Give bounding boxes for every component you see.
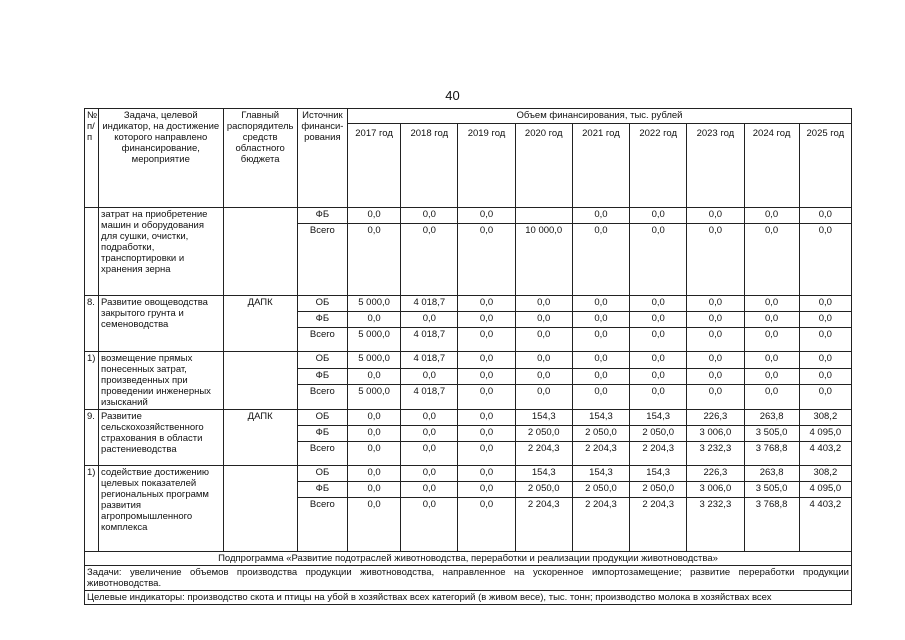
source-cell: ФБ	[297, 368, 347, 385]
value-cell: 0,0	[401, 482, 458, 498]
value-cell: 0,0	[687, 208, 744, 224]
value-cell: 0,0	[744, 352, 799, 369]
value-cell: 0,0	[630, 352, 687, 369]
value-cell: 154,3	[630, 410, 687, 426]
value-cell: 0,0	[630, 312, 687, 328]
value-cell: 0,0	[401, 312, 458, 328]
task-cell: содействие достижению целевых показателей региональных программ развития агропромышленного комплекса	[99, 466, 223, 552]
header-volume: Объем финансирования, тыс. рублей	[347, 109, 851, 124]
value-cell: 2 204,3	[572, 498, 629, 552]
value-cell: 2 050,0	[572, 482, 629, 498]
manager-cell: ДАПК	[223, 410, 297, 466]
year-header-8: 2025 год	[799, 124, 851, 208]
value-cell: 3 232,3	[687, 442, 744, 466]
value-cell: 0,0	[799, 368, 851, 385]
value-cell: 0,0	[458, 385, 515, 410]
manager-cell	[223, 466, 297, 552]
value-cell: 0,0	[572, 368, 629, 385]
year-header-3: 2020 год	[515, 124, 572, 208]
value-cell: 4 403,2	[799, 498, 851, 552]
year-header-2: 2019 год	[458, 124, 515, 208]
value-cell: 0,0	[515, 385, 572, 410]
value-cell: 0,0	[458, 208, 515, 224]
value-cell: 0,0	[458, 312, 515, 328]
value-cell: 0,0	[347, 312, 400, 328]
value-cell: 2 050,0	[515, 482, 572, 498]
value-cell: 0,0	[458, 426, 515, 442]
task-cell: Развитие овощеводства закрытого грунта и семеноводства	[99, 296, 223, 352]
value-cell: 0,0	[744, 208, 799, 224]
subprogram-title-row	[85, 552, 852, 566]
value-cell: 154,3	[515, 466, 572, 482]
source-cell: ФБ	[297, 312, 347, 328]
year-header-7: 2024 год	[744, 124, 799, 208]
row-number: 1)	[85, 352, 99, 410]
value-cell: 2 204,3	[630, 442, 687, 466]
value-cell: 263,8	[744, 466, 799, 482]
source-cell: ФБ	[297, 482, 347, 498]
value-cell: 226,3	[687, 410, 744, 426]
value-cell: 0,0	[347, 368, 400, 385]
tasks-text: Задачи: увеличение объемов производства продукции животноводства, направленное на ускоренное импортозамещение; развитие переработки продукции животноводства.	[85, 566, 852, 591]
header-manager: Главный распорядитель средств областного бюджета	[223, 109, 297, 208]
value-cell: 0,0	[458, 368, 515, 385]
value-cell: 10 000,0	[515, 224, 572, 296]
value-cell: 0,0	[458, 442, 515, 466]
value-cell: 2 204,3	[515, 442, 572, 466]
value-cell: 5 000,0	[347, 385, 400, 410]
value-cell: 0,0	[458, 498, 515, 552]
value-cell: 0,0	[799, 385, 851, 410]
value-cell: 0,0	[458, 482, 515, 498]
value-cell: 0,0	[347, 498, 400, 552]
value-cell: 0,0	[630, 368, 687, 385]
value-cell: 0,0	[744, 328, 799, 352]
year-header-4: 2021 год	[572, 124, 629, 208]
tasks-text-row	[85, 566, 852, 591]
indicators-text-row	[85, 591, 852, 605]
row-number: 9.	[85, 410, 99, 466]
value-cell: 0,0	[744, 312, 799, 328]
value-cell: 4 403,2	[799, 442, 851, 466]
value-cell: 0,0	[401, 442, 458, 466]
value-cell: 4 095,0	[799, 426, 851, 442]
table-row	[85, 208, 852, 224]
row-number	[85, 208, 99, 296]
value-cell: 0,0	[515, 328, 572, 352]
value-cell: 226,3	[687, 466, 744, 482]
subprogram-title: Подпрограмма «Развитие подотраслей животноводства, переработки и реализации продукции животноводства»	[85, 552, 852, 566]
value-cell: 0,0	[401, 224, 458, 296]
row-number: 1)	[85, 466, 99, 552]
value-cell: 0,0	[799, 328, 851, 352]
value-cell: 0,0	[515, 352, 572, 369]
financing-table	[84, 108, 852, 605]
value-cell: 0,0	[401, 208, 458, 224]
value-cell: 0,0	[799, 312, 851, 328]
value-cell: 0,0	[458, 410, 515, 426]
value-cell: 0,0	[572, 328, 629, 352]
value-cell: 0,0	[401, 368, 458, 385]
value-cell: 5 000,0	[347, 352, 400, 369]
value-cell: 3 505,0	[744, 426, 799, 442]
manager-cell	[223, 352, 297, 410]
value-cell: 0,0	[572, 385, 629, 410]
value-cell: 0,0	[687, 328, 744, 352]
value-cell: 3 505,0	[744, 482, 799, 498]
year-header-5: 2022 год	[630, 124, 687, 208]
year-header-1: 2018 год	[401, 124, 458, 208]
value-cell: 0,0	[401, 498, 458, 552]
value-cell: 0,0	[347, 208, 400, 224]
value-cell: 0,0	[744, 224, 799, 296]
source-cell: ОБ	[297, 410, 347, 426]
value-cell: 0,0	[458, 224, 515, 296]
source-cell: ОБ	[297, 296, 347, 312]
value-cell: 154,3	[572, 410, 629, 426]
table-row	[85, 296, 852, 312]
value-cell: 4 018,7	[401, 296, 458, 312]
value-cell: 154,3	[515, 410, 572, 426]
header-no: № п/п	[85, 109, 99, 208]
value-cell: 2 050,0	[630, 426, 687, 442]
value-cell: 154,3	[630, 466, 687, 482]
value-cell: 3 232,3	[687, 498, 744, 552]
value-cell: 263,8	[744, 410, 799, 426]
value-cell: 0,0	[630, 224, 687, 296]
value-cell: 0,0	[572, 296, 629, 312]
value-cell: 0,0	[687, 224, 744, 296]
manager-cell	[223, 208, 297, 296]
value-cell: 0,0	[687, 296, 744, 312]
header-source: Источник финанси-рования	[297, 109, 347, 208]
value-cell: 0,0	[347, 224, 400, 296]
value-cell: 0,0	[347, 442, 400, 466]
indicators-text: Целевые индикаторы: производство скота и птицы на убой в хозяйствах всех категорий (в живом весе), тыс. тонн; производство молока в хозяйствах всех	[85, 591, 852, 605]
value-cell: 0,0	[401, 466, 458, 482]
value-cell: 2 204,3	[572, 442, 629, 466]
value-cell: 0,0	[799, 352, 851, 369]
value-cell: 5 000,0	[347, 328, 400, 352]
source-cell: Всего	[297, 385, 347, 410]
value-cell: 0,0	[630, 385, 687, 410]
source-cell: ФБ	[297, 208, 347, 224]
value-cell: 0,0	[630, 208, 687, 224]
year-header-0: 2017 год	[347, 124, 400, 208]
value-cell: 2 204,3	[515, 498, 572, 552]
value-cell: 308,2	[799, 410, 851, 426]
value-cell: 0,0	[572, 312, 629, 328]
table-row	[85, 410, 852, 426]
value-cell: 3 768,8	[744, 498, 799, 552]
value-cell: 0,0	[572, 224, 629, 296]
source-cell: Всего	[297, 224, 347, 296]
source-cell: Всего	[297, 328, 347, 352]
value-cell: 0,0	[687, 385, 744, 410]
value-cell: 0,0	[401, 410, 458, 426]
row-number: 8.	[85, 296, 99, 352]
value-cell: 0,0	[744, 368, 799, 385]
value-cell: 0,0	[630, 296, 687, 312]
value-cell: 0,0	[687, 368, 744, 385]
value-cell: 0,0	[347, 482, 400, 498]
value-cell: 2 050,0	[630, 482, 687, 498]
table-row	[85, 352, 852, 369]
value-cell: 0,0	[515, 368, 572, 385]
value-cell: 0,0	[458, 466, 515, 482]
table-row	[85, 466, 852, 482]
value-cell: 0,0	[347, 410, 400, 426]
value-cell: 0,0	[687, 312, 744, 328]
value-cell: 4 018,7	[401, 385, 458, 410]
value-cell: 3 768,8	[744, 442, 799, 466]
header-task: Задача, целевой индикатор, на достижение которого направлено финансирование, мероприятие	[99, 109, 223, 208]
value-cell: 154,3	[572, 466, 629, 482]
value-cell: 2 050,0	[515, 426, 572, 442]
source-cell: Всего	[297, 498, 347, 552]
value-cell: 0,0	[458, 296, 515, 312]
value-cell: 0,0	[572, 208, 629, 224]
value-cell: 4 018,7	[401, 352, 458, 369]
task-cell: возмещение прямых понесенных затрат, произведенных при проведении инженерных изысканий	[99, 352, 223, 410]
value-cell: 2 204,3	[630, 498, 687, 552]
value-cell: 0,0	[458, 328, 515, 352]
task-cell: затрат на приобретение машин и оборудования для сушки, очистки, подработки, транспортировки и хранения зерна	[99, 208, 223, 296]
value-cell: 0,0	[630, 328, 687, 352]
table-body	[85, 109, 852, 605]
value-cell: 3 006,0	[687, 482, 744, 498]
value-cell: 0,0	[744, 296, 799, 312]
value-cell: 0,0	[572, 352, 629, 369]
value-cell: 0,0	[799, 224, 851, 296]
value-cell: 0,0	[799, 296, 851, 312]
manager-cell: ДАПК	[223, 296, 297, 352]
value-cell: 0,0	[744, 385, 799, 410]
value-cell: 0,0	[347, 426, 400, 442]
value-cell: 4 095,0	[799, 482, 851, 498]
value-cell: 0,0	[687, 352, 744, 369]
value-cell: 0,0	[799, 208, 851, 224]
value-cell: 4 018,7	[401, 328, 458, 352]
page-number: 40	[445, 88, 460, 103]
value-cell: 0,0	[401, 426, 458, 442]
header-row	[85, 109, 852, 124]
source-cell: ОБ	[297, 352, 347, 369]
value-cell: 0,0	[515, 296, 572, 312]
value-cell: 3 006,0	[687, 426, 744, 442]
value-cell: 0,0	[347, 466, 400, 482]
value-cell: 0,0	[458, 352, 515, 369]
source-cell: ОБ	[297, 466, 347, 482]
year-header-6: 2023 год	[687, 124, 744, 208]
value-cell: 5 000,0	[347, 296, 400, 312]
source-cell: ФБ	[297, 426, 347, 442]
value-cell: 308,2	[799, 466, 851, 482]
value-cell: 2 050,0	[572, 426, 629, 442]
value-cell: 0,0	[515, 312, 572, 328]
task-cell: Развитие сельскохозяйственного страхования в области растениеводства	[99, 410, 223, 466]
source-cell: Всего	[297, 442, 347, 466]
value-cell	[515, 208, 572, 224]
